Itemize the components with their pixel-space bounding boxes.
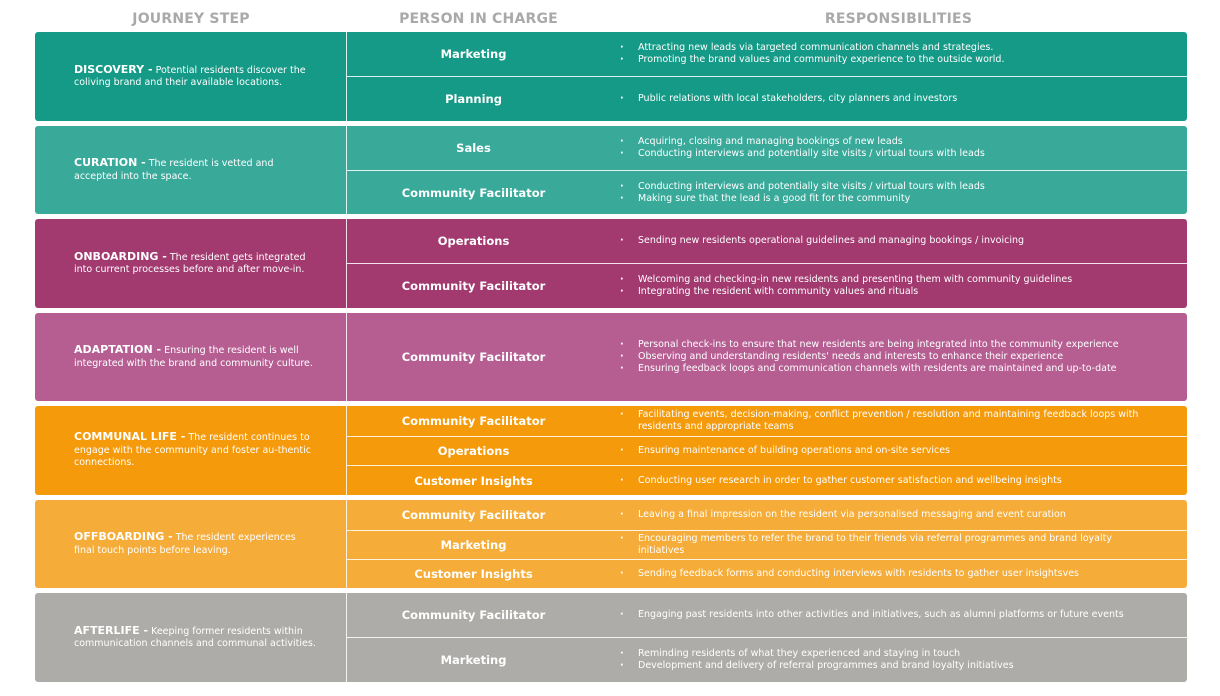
responsibility-row xyxy=(347,32,1187,76)
responsibility-item: · Conducting user research in order to gather customer satisfaction and wellbeing insights xyxy=(620,475,1062,487)
responsibility-item: · Welcoming and checking-in new residents and presenting them with community guidelines xyxy=(620,274,1072,286)
responsibility-item: · Conducting interviews and potentially site visits / virtual tours with leads xyxy=(620,148,985,160)
person-in-charge: Community Facilitator xyxy=(401,350,546,364)
journey-step-name: ONBOARDING - xyxy=(74,249,167,263)
person-in-charge: Community Facilitator xyxy=(401,608,546,622)
journey-step-text: The resident continues to engage with the community and foster au-thentic connections. xyxy=(74,432,311,469)
journey-step-text: The resident experiences final touch points before leaving. xyxy=(74,532,296,556)
journey-stage xyxy=(35,500,1187,588)
responsibility-list xyxy=(600,409,1158,433)
person-in-charge: Planning xyxy=(445,92,502,106)
responsibility-list xyxy=(600,445,950,457)
journey-step-name: AFTERLIFE - xyxy=(74,623,149,637)
responsibility-item: · Engaging past residents into other activities and initiatives, such as alumni platforms or future events xyxy=(620,609,1124,621)
responsibility-item: · Ensuring feedback loops and communication channels with residents are maintained and up-to-date xyxy=(620,363,1119,375)
responsibility-row xyxy=(347,465,1187,495)
responsibility-item: · Public relations with local stakeholders, city planners and investors xyxy=(620,93,957,105)
responsibility-item: · Making sure that the lead is a good fit for the community xyxy=(620,193,985,205)
responsibility-item: · Facilitating events, decision-making, conflict prevention / resolution and maintaining feedback loops with residents and appropriate teams xyxy=(620,409,1158,433)
responsibility-list xyxy=(600,235,1024,247)
responsibility-list xyxy=(600,339,1119,374)
journey-stage xyxy=(35,593,1187,682)
journey-step-name: CURATION - xyxy=(74,156,146,169)
responsibility-row xyxy=(347,219,1187,263)
responsibility-item: · Conducting interviews and potentially site visits / virtual tours with leads xyxy=(620,181,985,193)
person-in-charge: Operations xyxy=(437,234,510,248)
responsibility-item: · Promoting the brand values and community experience to the outside world. xyxy=(620,54,1004,66)
responsibility-row xyxy=(347,500,1187,530)
responsibility-item: · Ensuring maintenance of building operations and on-site services xyxy=(620,445,950,457)
journey-step-description xyxy=(35,344,346,370)
journey-step-name: DISCOVERY - xyxy=(74,62,153,76)
responsibility-list xyxy=(600,648,1014,672)
responsibility-row xyxy=(347,593,1187,637)
responsibility-list xyxy=(600,42,1004,66)
journey-step-description xyxy=(35,251,346,277)
person-in-charge: Marketing xyxy=(440,538,507,552)
journey-step-description xyxy=(35,64,346,90)
journey-step-cell xyxy=(35,406,347,495)
responsibility-list xyxy=(600,181,985,205)
journey-step-text: Keeping former residents within communication channels and communal activities. xyxy=(74,625,316,649)
journey-step-cell xyxy=(35,126,347,214)
responsibility-item: · Encouraging members to refer the brand to their friends via referral programmes and brand loyalty initiatives xyxy=(620,533,1158,557)
journey-stage xyxy=(35,313,1187,401)
person-in-charge: Operations xyxy=(437,444,510,458)
stage-rows xyxy=(347,313,1187,401)
person-in-charge: Community Facilitator xyxy=(401,279,546,293)
responsibility-list xyxy=(600,475,1062,487)
person-in-charge: Sales xyxy=(456,141,491,155)
person-in-charge: Customer Insights xyxy=(414,473,533,488)
responsibility-item: · Attracting new leads via targeted communication channels and strategies. xyxy=(620,42,1004,54)
responsibility-item: · Sending new residents operational guidelines and managing bookings / invoicing xyxy=(620,235,1024,247)
responsibility-item: · Integrating the resident with community values and rituals xyxy=(620,286,1072,298)
responsibility-row xyxy=(347,559,1187,588)
journey-step-cell xyxy=(35,313,347,401)
journey-stage xyxy=(35,32,1187,121)
journey-step-description xyxy=(35,157,346,183)
responsibility-list xyxy=(600,136,985,160)
header-person-in-charge: PERSON IN CHARGE xyxy=(399,11,558,27)
journey-step-text: Potential residents discover the coliving brand and their available locations. xyxy=(74,64,306,88)
responsibility-item: · Observing and understanding residents' needs and interests to enhance their experience xyxy=(620,351,1119,363)
person-in-charge: Community Facilitator xyxy=(401,414,546,428)
responsibility-row xyxy=(347,436,1187,465)
journey-stage xyxy=(35,219,1187,308)
responsibility-item: · Development and delivery of referral programmes and brand loyalty initiatives xyxy=(620,660,1014,672)
journey-step-cell xyxy=(35,32,347,121)
responsibility-row xyxy=(347,406,1187,436)
responsibility-row xyxy=(347,530,1187,559)
person-in-charge: Marketing xyxy=(440,47,507,61)
responsibility-item: · Acquiring, closing and managing bookings of new leads xyxy=(620,136,985,148)
stage-rows xyxy=(347,219,1187,308)
journey-step-cell xyxy=(35,593,347,682)
responsibility-row xyxy=(347,637,1187,682)
journey-step-text: Ensuring the resident is well integrated with the brand and community culture. xyxy=(74,345,313,369)
journey-step-cell xyxy=(35,500,347,588)
journey-step-cell xyxy=(35,219,347,308)
responsibility-row xyxy=(347,263,1187,308)
journey-step-description xyxy=(35,625,346,651)
stage-rows xyxy=(347,406,1187,495)
journey-stage xyxy=(35,126,1187,214)
responsibility-item: · Leaving a final impression on the resident via personalised messaging and event curation xyxy=(620,509,1066,521)
person-in-charge: Community Facilitator xyxy=(401,185,546,200)
responsibility-row xyxy=(347,126,1187,170)
person-in-charge: Marketing xyxy=(440,653,507,667)
responsibility-list xyxy=(600,609,1124,621)
header-responsibilities: RESPONSIBILITIES xyxy=(824,11,973,27)
responsibility-item: · Sending feedback forms and conducting interviews with residents to gather user insightsves xyxy=(620,568,1079,580)
responsibility-list xyxy=(600,509,1066,521)
column-headers xyxy=(0,0,1220,32)
responsibility-list xyxy=(600,533,1158,557)
responsibility-list xyxy=(600,93,957,105)
responsibility-list xyxy=(600,274,1072,298)
journey-step-name: OFFBOARDING - xyxy=(74,530,173,543)
journey-step-name: COMMUNAL LIFE - xyxy=(74,430,186,444)
stage-rows xyxy=(347,500,1187,588)
responsibility-item: · Reminding residents of what they experienced and staying in touch xyxy=(620,648,1014,660)
journey-step-text: The resident is vetted and accepted into the space. xyxy=(74,158,274,182)
stage-rows xyxy=(347,126,1187,214)
journey-step-text: The resident gets integrated into current processes before and after move-in. xyxy=(74,251,306,275)
journey-step-description xyxy=(35,431,346,470)
responsibility-list xyxy=(600,568,1079,580)
stage-rows xyxy=(347,593,1187,682)
journey-step-name: ADAPTATION - xyxy=(74,343,162,356)
stage-rows xyxy=(347,32,1187,121)
header-journey-step: JOURNEY STEP xyxy=(132,11,250,27)
responsibility-item: · Personal check-ins to ensure that new residents are being integrated into the community experience xyxy=(620,339,1119,351)
person-in-charge: Customer Insights xyxy=(414,567,533,581)
journey-step-description xyxy=(35,531,346,557)
journey-stage xyxy=(35,406,1187,495)
responsibility-row xyxy=(347,76,1187,121)
responsibility-row xyxy=(347,313,1187,401)
responsibility-row xyxy=(347,170,1187,214)
person-in-charge: Community Facilitator xyxy=(401,508,546,522)
